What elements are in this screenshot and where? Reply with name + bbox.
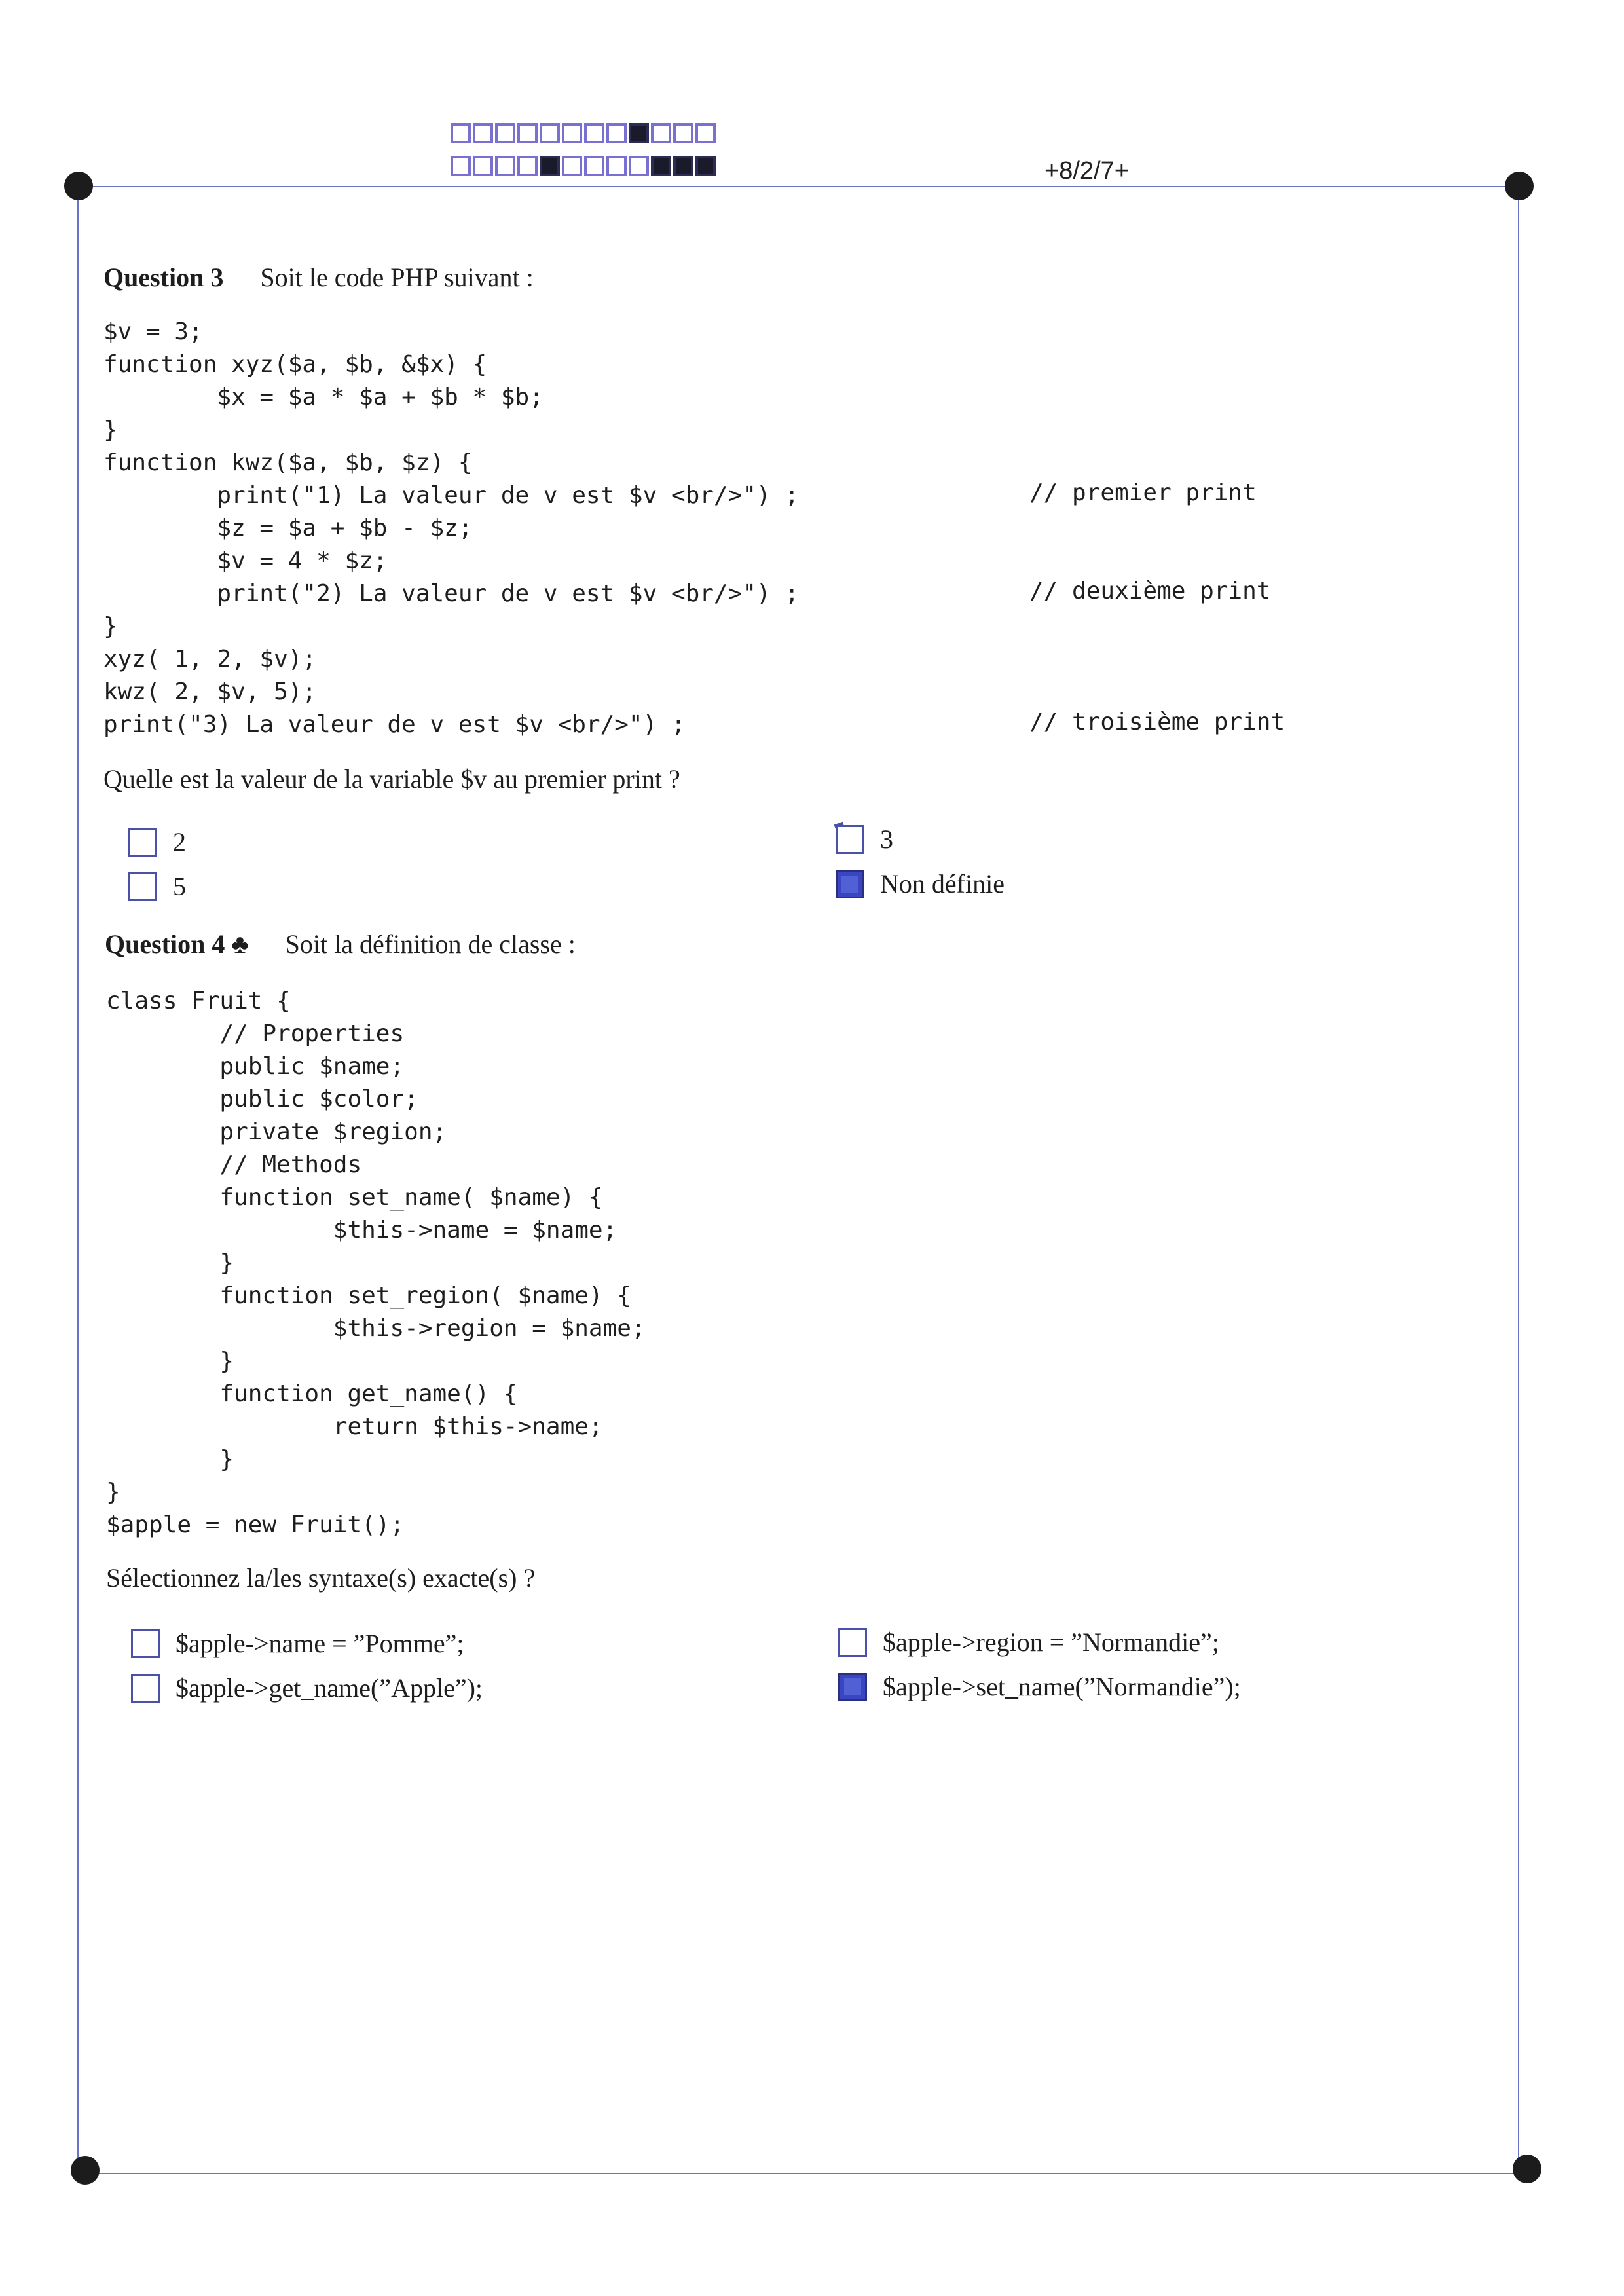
q4-option-label: $apple->set_name(”Normandie”);	[883, 1672, 1241, 1701]
barcode-cell	[495, 156, 515, 176]
question-3-code: $v = 3; function xyz($a, $b, &$x) { $x = $a * $a + $b * $b; } function kwz($a, $b, $z) { print("1) La valeur de v est $v <br/>") ; $z = $a + $b - $z; $v = 4 * $z; print("2) La valeur de v est $v <br/>") ; } xyz( 1, 2, $v); kwz( 2, $v, 5); print("3) La valeur de v est $v <br/>") ;	[103, 318, 800, 738]
q4-checkbox-name-pomme[interactable]	[131, 1629, 160, 1658]
barcode-cell	[473, 123, 493, 143]
q3-option-3[interactable]	[836, 824, 893, 855]
barcode-cell	[451, 156, 471, 176]
q4-option-label: $apple->region = ”Normandie”;	[883, 1627, 1219, 1657]
barcode-cell	[451, 123, 471, 143]
question-3-label: Question 3	[103, 263, 224, 292]
q4-option-label: $apple->name = ”Pomme”;	[175, 1629, 464, 1658]
question-3-prompt: Quelle est la valeur de la variable $v au premier print ?	[103, 764, 680, 794]
barcode-cell	[517, 156, 538, 176]
q3-option-label: Non définie	[880, 869, 1005, 898]
page-id: +8/2/7+	[1044, 157, 1129, 185]
q3-checkbox-non-definie[interactable]	[836, 870, 864, 898]
question-4-code: class Fruit { // Properties public $name; public $color; private $region; // Methods function set_name( $name) { $this->name = $name; } function set_region( $name) { $this->region = $name; } function get_name() { return $this->name; } } $apple = new Fruit();	[106, 988, 646, 1538]
question-4-heading	[105, 929, 576, 959]
q3-checkbox-3[interactable]	[836, 825, 864, 854]
corner-mark-bottom-right	[1513, 2155, 1541, 2183]
barcode-cell	[540, 123, 560, 143]
q4-checkbox-region-normandie[interactable]	[838, 1628, 867, 1657]
barcode-cell	[584, 123, 604, 143]
barcode-cell	[673, 123, 693, 143]
q4-option-set-name-normandie[interactable]	[838, 1671, 1241, 1702]
barcode-cell	[629, 156, 649, 176]
comment-troisieme-print: // troisième print	[1029, 709, 1285, 735]
q3-option-non-definie[interactable]	[836, 868, 1005, 899]
q4-checkbox-get-name-apple[interactable]	[131, 1674, 160, 1703]
q4-option-get-name-apple[interactable]	[131, 1673, 483, 1703]
corner-mark-top-right	[1505, 172, 1534, 200]
question-3-intro: Soit le code PHP suivant :	[260, 263, 534, 292]
barcode-cell	[695, 123, 716, 143]
q3-checkbox-5[interactable]	[128, 872, 157, 901]
barcode-row-top	[451, 123, 718, 143]
barcode-cell	[606, 156, 627, 176]
q4-option-label: $apple->get_name(”Apple”);	[175, 1673, 483, 1703]
barcode-cell	[562, 156, 582, 176]
barcode-cell	[562, 123, 582, 143]
question-4-prompt: Sélectionnez la/les syntaxe(s) exacte(s) ?	[106, 1563, 536, 1593]
barcode-cell	[495, 123, 515, 143]
barcode-cell	[584, 156, 604, 176]
q4-checkbox-set-name-normandie[interactable]	[838, 1673, 867, 1701]
corner-mark-top-left	[64, 172, 93, 200]
question-4-intro: Soit la définition de classe :	[285, 929, 576, 959]
barcode-cell	[540, 156, 560, 176]
comment-premier-print: // premier print	[1029, 479, 1257, 506]
barcode-cell	[673, 156, 693, 176]
q4-option-name-pomme[interactable]	[131, 1628, 464, 1659]
barcode-cell	[651, 123, 671, 143]
q3-option-label: 5	[173, 872, 186, 901]
barcode-cell	[695, 156, 716, 176]
barcode-cell	[629, 123, 649, 143]
q3-option-2[interactable]	[128, 826, 186, 857]
corner-mark-bottom-left	[71, 2156, 100, 2185]
question-4-label: Question 4 ♣	[105, 929, 249, 959]
question-3-heading	[103, 262, 534, 293]
q3-option-label: 3	[880, 824, 893, 854]
barcode-cell	[606, 123, 627, 143]
barcode-cell	[473, 156, 493, 176]
q3-option-label: 2	[173, 827, 186, 857]
q4-option-region-normandie[interactable]	[838, 1627, 1219, 1657]
barcode-row-bottom	[451, 156, 718, 176]
q3-checkbox-2[interactable]	[128, 828, 157, 857]
q3-option-5[interactable]	[128, 871, 186, 902]
comment-deuxieme-print: // deuxième print	[1029, 578, 1271, 604]
barcode-cell	[517, 123, 538, 143]
barcode-cell	[651, 156, 671, 176]
